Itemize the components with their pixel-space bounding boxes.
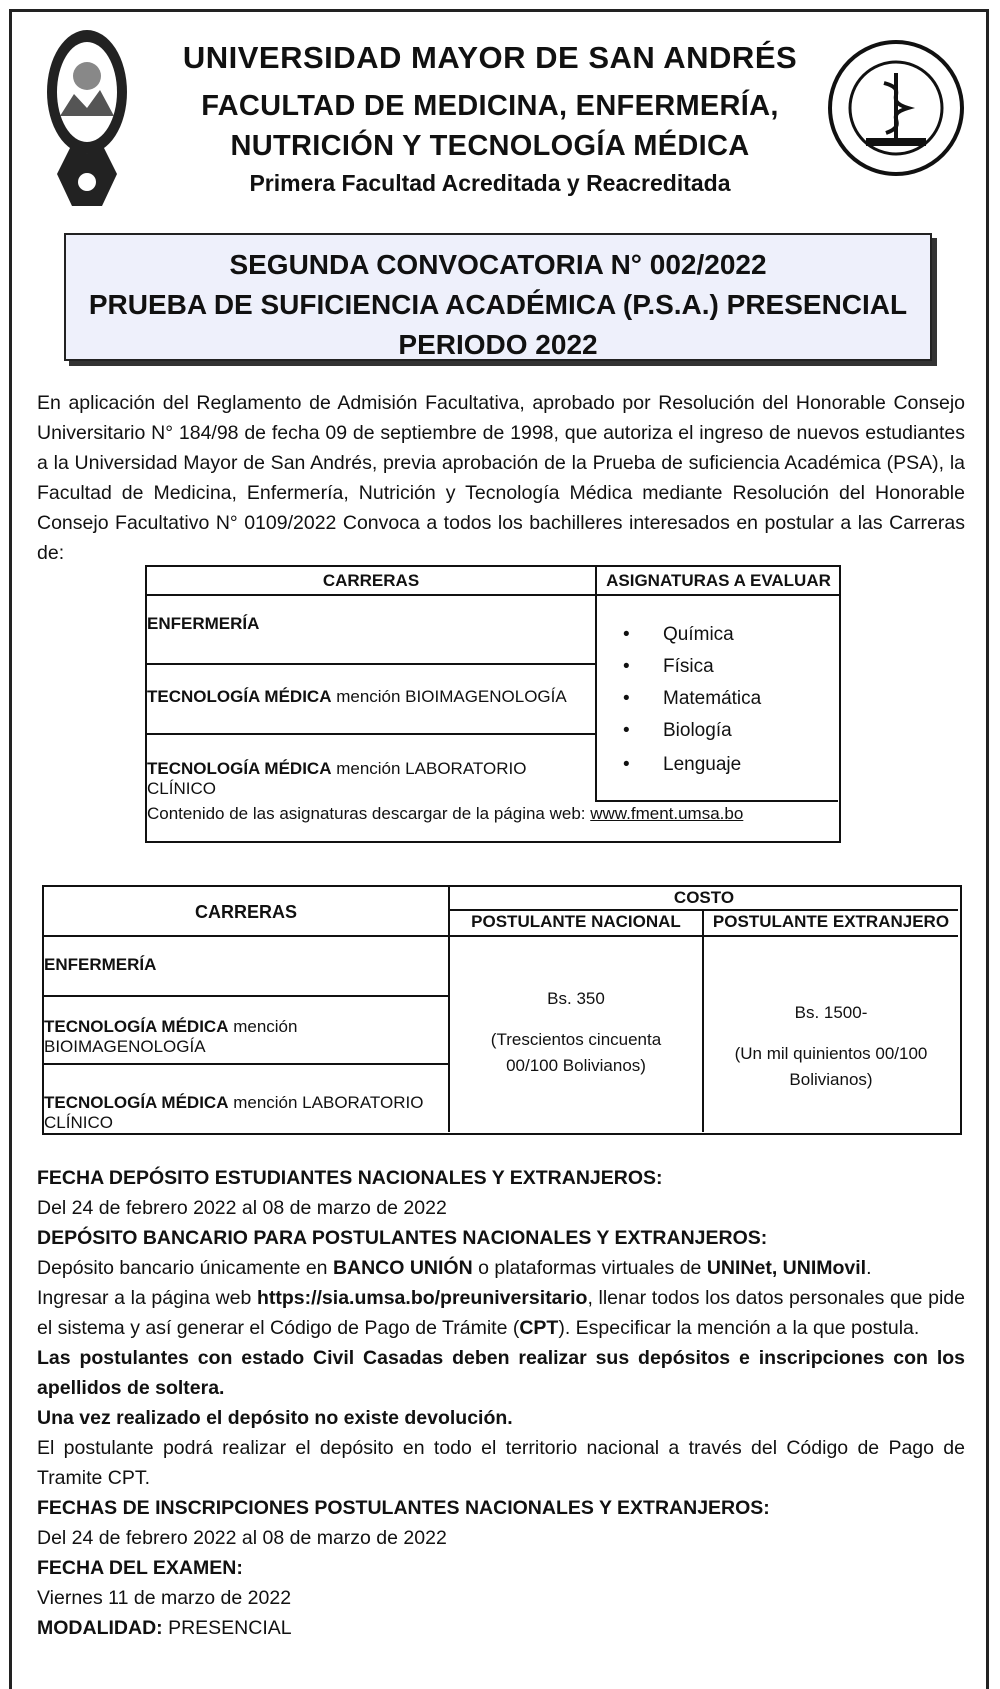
call-number: SEGUNDA CONVOCATORIA N° 002/2022 [229,249,767,280]
subjects-table [145,565,841,843]
foreign-cost-words: (Un mil quinientos 00/100 Bolivianos) [734,1044,928,1089]
medicine-faculty-seal-icon [826,38,966,178]
registration-web-instructions: Ingresar a la página web https://sia.umsa.bo/preuniversitario, llenar todos los datos personales que pide el sistema y así generar el Código de Pago de Trámite (CPT). Especificar la mención a la que postula. [37,1287,965,1339]
document-header [0,0,1000,215]
registration-dates: Del 24 de febrero 2022 al 08 de marzo de 2022 [37,1527,447,1549]
career-row: TECNOLOGÍA MÉDICA mención BIOIMAGENOLOGÍA [147,665,595,735]
subjects-footer: Contenido de las asignaturas descargar de la página web: www.fment.umsa.bo [147,804,744,823]
national-cost-words: (Trescientos cincuenta 00/100 Bolivianos) [490,1030,662,1075]
subjects-header: ASIGNATURAS A EVALUAR [595,567,840,596]
career-row: TECNOLOGÍA MÉDICA mención LABORATORIO CLÍNICO [147,759,527,798]
university-seal-icon [42,24,132,209]
exam-date: Viernes 11 de marzo de 2022 [37,1587,292,1609]
call-title-box [64,233,932,361]
married-applicants-note: Las postulantes con estado Civil Casadas deben realizar sus depósitos e inscripciones con los apellidos de soltera. [37,1347,965,1399]
deposit-dates-heading: FECHA DEPÓSITO ESTUDIANTES NACIONALES Y EXTRANJEROS: [37,1167,663,1189]
deposit-dates: Del 24 de febrero 2022 al 08 de marzo de 2022 [37,1197,447,1219]
call-period: PERIODO 2022 [398,329,598,360]
intro-paragraph: En aplicación del Reglamento de Admisión Facultativa, aprobado por Resolución del Honorable Consejo Universitario N° 184/98 de fecha 09 de septiembre de 1998, que autoriza el ingreso de nuevos estudiantes a la Universidad Mayor de San Andrés, previa aprobación de la Prueba de suficiencia Académica (PSA), la Facultad de Medicina, Enfermería, Nutrición y Tecnología Médica mediante Resolución del Honorable Consejo Facultativo N° 0109/2022 Convoca a todos los bachilleres interesados en postular a las Carreras de: [37,392,965,564]
no-refund-note: Una vez realizado el depósito no existe devolución. [37,1407,513,1429]
faculty-line-2: NUTRICIÓN Y TECNOLOGÍA MÉDICA [230,130,750,162]
cost-header: COSTO [450,887,958,911]
cost-career-row: ENFERMERÍA [44,935,450,995]
careers-header: CARRERAS [147,567,595,596]
career-row: ENFERMERÍA [147,594,595,665]
faculty-line-1: FACULTAD DE MEDICINA, ENFERMERÍA, [201,90,779,122]
national-cost-cell [450,935,704,1132]
subject-item: • Lenguaje [627,754,741,776]
cost-table [42,885,962,1135]
university-name: UNIVERSIDAD MAYOR DE SAN ANDRÉS [182,40,798,75]
cost-career-row: TECNOLOGÍA MÉDICA mención LABORATORIO CLÍNICO [44,1063,450,1132]
cost-careers-header: CARRERAS [44,887,450,937]
faculty-website-link[interactable]: www.fment.umsa.bo [590,804,744,823]
faculty-name [175,86,805,166]
information-section [37,1163,965,1643]
subject-item: • Química [627,624,734,646]
accreditation-line: Primera Facultad Acreditada y Reacreditada [249,170,731,196]
call-test-name: PRUEBA DE SUFICIENCIA ACADÉMICA (P.S.A.) PRESENCIAL [88,289,908,320]
foreign-cost-amount: Bs. 1500- [794,1003,868,1022]
cost-career-row: TECNOLOGÍA MÉDICA mención BIOIMAGENOLOGÍA [44,995,450,1063]
subject-item: • Biología [627,720,732,742]
bank-deposit-heading: DEPÓSITO BANCARIO PARA POSTULANTES NACIONALES Y EXTRANJEROS: [37,1227,768,1249]
bank-name: BANCO UNIÓN [332,1257,473,1279]
registration-dates-heading: FECHAS DE INSCRIPCIONES POSTULANTES NACIONALES Y EXTRANJEROS: [37,1497,770,1519]
subject-item: • Matemática [627,688,761,710]
subjects-list-cell [595,594,838,802]
preuniversity-url-link[interactable]: https://sia.umsa.bo/preuniversitario [256,1287,588,1309]
foreign-applicant-header: POSTULANTE EXTRANJERO [712,912,950,931]
national-applicant-header: POSTULANTE NACIONAL [450,909,704,935]
modality-line: MODALIDAD: PRESENCIAL [37,1617,292,1639]
national-territory-note: El postulante podrá realizar el depósito en todo el territorio nacional a través del Código de Pago de Tramite CPT. [37,1437,965,1489]
subject-item: • Física [627,656,714,678]
virtual-platforms: UNINet, UNIMovil [706,1257,867,1279]
national-cost-amount: Bs. 350 [547,989,605,1008]
bank-deposit-instructions: Depósito bancario únicamente en BANCO UNIÓN o plataformas virtuales de UNINet, UNIMovil. [37,1257,872,1279]
exam-date-heading: FECHA DEL EXAMEN: [37,1557,243,1579]
foreign-cost-cell [704,935,958,1132]
